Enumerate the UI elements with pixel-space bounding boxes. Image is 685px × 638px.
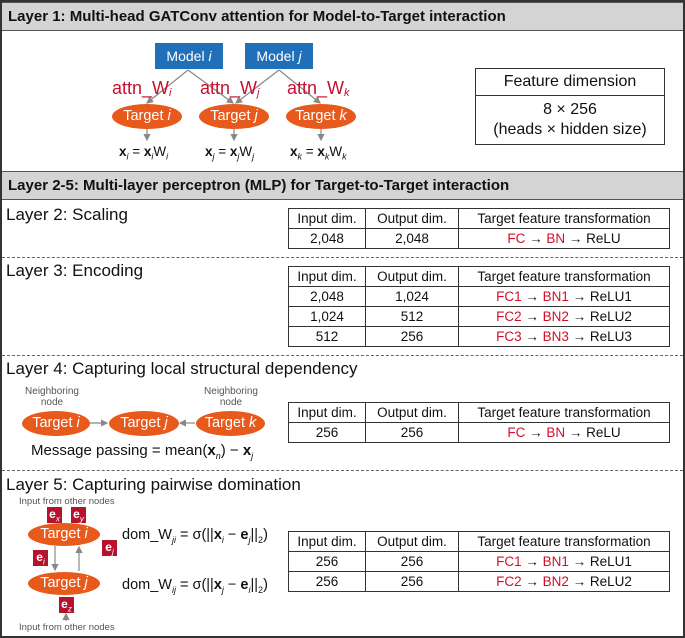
target-j-node: Target j [109, 411, 179, 436]
model-label: Model [256, 48, 299, 64]
formula-part: x [119, 144, 127, 159]
formula-part: x [207, 442, 216, 459]
layer3-table [288, 266, 670, 347]
transform-step: FC2 [496, 574, 522, 589]
transform-step: ReLU [586, 425, 621, 440]
layer5-title: Layer 5: Capturing pairwise domination [6, 475, 301, 494]
transform-step: ReLU [586, 231, 621, 246]
target-k-node: Target k [196, 411, 265, 436]
target-j-node: Target j [28, 572, 100, 595]
transform-step: BN1 [542, 289, 569, 304]
target-i-node: Target i [22, 411, 90, 436]
formula-part: i [166, 151, 169, 162]
input-note-bottom: Input from other nodes [19, 622, 115, 633]
formula-part: Message passing = mean( [31, 442, 208, 459]
formula-part: k [324, 151, 330, 162]
arrow-icon: → [568, 289, 590, 304]
arrow-icon: → [568, 574, 590, 589]
arrow-icon: → [521, 329, 543, 344]
transformation-cell [459, 572, 670, 592]
formula-part: e [240, 577, 249, 593]
neighbor-label-i: Neighboring node [25, 386, 79, 408]
formula-part: ) − [220, 442, 243, 459]
transform-step: ReLU2 [589, 574, 632, 589]
transform-step: BN1 [542, 554, 569, 569]
formula-part: x [242, 442, 252, 459]
transformation-cell [459, 307, 670, 327]
column-header: Output dim. [366, 532, 459, 552]
arrow-icon: → [521, 554, 543, 569]
formula-part: ) [263, 577, 268, 593]
target-k-node: Target k [286, 104, 356, 129]
transform-step: BN [546, 425, 566, 440]
attn-weight-k: $attn\_W_k$ [287, 78, 350, 99]
feature-dimension-value: 8 × 256 [543, 101, 597, 118]
formula-part: j [221, 584, 224, 595]
formula-part: W [329, 144, 343, 159]
transformation-cell [459, 229, 670, 249]
transform-step: ReLU3 [589, 329, 632, 344]
transform-step: BN [546, 231, 566, 246]
dom-formula-ji [122, 527, 268, 543]
output-dim-cell: 2,048 [366, 229, 459, 249]
target-i-node: Target i [112, 104, 182, 129]
formula-part: i [126, 151, 129, 162]
formula-part: 2 [258, 584, 264, 595]
formula-part: x [213, 577, 222, 593]
table-row [289, 287, 670, 307]
formula-part: W [153, 144, 167, 159]
transform-step: BN3 [542, 329, 569, 344]
transform-step: FC1 [496, 554, 522, 569]
formula-part: − [223, 577, 241, 593]
formula-part: j [212, 151, 215, 162]
formula-part: dom_W [122, 577, 172, 593]
arrow-icon: → [521, 289, 543, 304]
divider [2, 470, 683, 471]
target-j-node: Target j [199, 104, 269, 129]
input-dim-cell: 1,024 [289, 307, 366, 327]
mlp-title: Layer 2-5: Multi-layer perceptron (MLP) for Target-to-Target interaction [2, 171, 683, 200]
formula-part: W [239, 144, 253, 159]
embedding-ez-icon: $e_z$ [59, 597, 74, 613]
input-dim-cell: 256 [289, 552, 366, 572]
table-row [289, 307, 670, 327]
output-dim-cell: 1,024 [366, 287, 459, 307]
model-label: Model [166, 48, 209, 64]
table-header-row [289, 267, 670, 287]
transform-step: ReLU1 [589, 289, 632, 304]
table-header-row [289, 532, 670, 552]
formula-part: x [290, 144, 298, 159]
layer2-title: Layer 2: Scaling [6, 205, 128, 224]
output-dim-cell: 256 [366, 552, 459, 572]
formula-part: || [250, 527, 259, 543]
column-header: Target feature transformation [459, 267, 670, 287]
formula-part: − [223, 527, 241, 543]
table-header-row [289, 403, 670, 423]
formula-part: x [317, 144, 325, 159]
transform-step: BN2 [542, 309, 569, 324]
transform-step: FC [507, 425, 526, 440]
formula-part: j [251, 451, 254, 461]
formula-part: = [128, 144, 144, 159]
transform-step: FC2 [496, 309, 522, 324]
arrow-icon: → [568, 329, 590, 344]
formula-part: i [151, 151, 154, 162]
formula-part: i [248, 584, 251, 595]
table-row [289, 552, 670, 572]
transform-step: ReLU2 [589, 309, 632, 324]
formula-part: e [240, 527, 249, 543]
input-dim-cell: 256 [289, 572, 366, 592]
input-dim-cell: 512 [289, 327, 366, 347]
output-dim-cell: 512 [366, 307, 459, 327]
model-var: i [208, 48, 212, 64]
formula-i [119, 144, 168, 160]
feature-dimension-note: (heads × hidden size) [493, 121, 647, 138]
column-header: Input dim. [289, 209, 366, 229]
column-header: Target feature transformation [459, 403, 670, 423]
column-header: Output dim. [366, 403, 459, 423]
column-header: Input dim. [289, 267, 366, 287]
transformation-cell [459, 552, 670, 572]
formula-part: || [250, 577, 259, 593]
arrow-icon: → [521, 574, 543, 589]
attn-weight-i: $attn\_W_i$ [112, 78, 172, 99]
formula-part: i [221, 534, 224, 545]
formula-part: x [143, 144, 152, 159]
formula-part: = σ(|| [175, 577, 214, 593]
formula-part: dom_W [122, 527, 172, 543]
formula-part: k [342, 151, 347, 162]
column-header: Target feature transformation [459, 532, 670, 552]
message-passing-formula [31, 443, 253, 459]
model-i-box [155, 43, 223, 69]
arrow-icon: → [568, 309, 590, 324]
table-row [289, 572, 670, 592]
table-row [289, 229, 670, 249]
formula-part: j [237, 151, 240, 162]
output-dim-cell: 256 [366, 572, 459, 592]
formula-part: j [248, 534, 251, 545]
embedding-ex-icon: $e_x$ [47, 507, 62, 523]
formula-part: ij [171, 584, 176, 595]
model-var: j [298, 48, 302, 64]
layer4-table [288, 402, 670, 443]
arrow-icon: → [525, 425, 547, 440]
formula-j [205, 144, 254, 160]
output-dim-cell: 256 [366, 327, 459, 347]
formula-part: ji [171, 534, 176, 545]
arrow-icon: → [565, 231, 587, 246]
neighbor-label-k: Neighboring node [204, 386, 258, 408]
transformation-cell [459, 327, 670, 347]
formula-part: x [229, 144, 238, 159]
divider [2, 257, 683, 258]
transformation-cell [459, 423, 670, 443]
layer4-title: Layer 4: Capturing local structural dependency [6, 359, 358, 378]
column-header: Input dim. [289, 403, 366, 423]
formula-part: n [215, 451, 221, 461]
layer3-title: Layer 3: Encoding [6, 261, 144, 280]
formula-part: 2 [258, 534, 264, 545]
arrow-icon: → [525, 231, 547, 246]
arrow-icon: → [521, 309, 543, 324]
feature-dimension-header: Feature dimension [476, 69, 664, 96]
column-header: Target feature transformation [459, 209, 670, 229]
formula-part: = [214, 144, 230, 159]
dom-formula-ij [122, 577, 268, 593]
model-j-box [245, 43, 313, 69]
transform-step: FC [507, 231, 526, 246]
table-row [289, 327, 670, 347]
formula-part: x [213, 527, 222, 543]
input-note-top: Input from other nodes [19, 496, 115, 507]
table-row [289, 423, 670, 443]
formula-part: k [297, 151, 303, 162]
input-dim-cell: 2,048 [289, 287, 366, 307]
transform-step: FC1 [496, 289, 522, 304]
column-header: Output dim. [366, 209, 459, 229]
formula-part: = σ(|| [175, 527, 214, 543]
embedding-ej-icon: $e_j$ [102, 540, 117, 556]
transform-step: FC3 [496, 329, 522, 344]
table-header-row [289, 209, 670, 229]
transformation-cell [459, 287, 670, 307]
arrow-icon: → [568, 554, 590, 569]
column-header: Input dim. [289, 532, 366, 552]
column-header: Output dim. [366, 267, 459, 287]
layer5-table [288, 531, 670, 592]
transform-step: ReLU1 [589, 554, 632, 569]
arrow-icon: → [565, 425, 587, 440]
formula-part: = [302, 144, 318, 159]
output-dim-cell: 256 [366, 423, 459, 443]
formula-k [290, 144, 347, 160]
layer2-table [288, 208, 670, 249]
divider [2, 355, 683, 356]
input-dim-cell: 256 [289, 423, 366, 443]
input-dim-cell: 2,048 [289, 229, 366, 249]
embedding-ey-icon: $e_y$ [71, 507, 86, 523]
target-i-node: Target i [28, 523, 100, 546]
attn-weight-j: $attn\_W_j$ [200, 78, 260, 99]
formula-part: j [252, 151, 255, 162]
formula-part: x [205, 144, 213, 159]
formula-part: ) [263, 527, 268, 543]
feature-dimension-box [475, 68, 665, 145]
embedding-ei-icon: $e_i$ [33, 550, 48, 566]
layer1-title: Layer 1: Multi-head GATConv attention for Model-to-Target interaction [2, 2, 683, 31]
transform-step: BN2 [542, 574, 569, 589]
